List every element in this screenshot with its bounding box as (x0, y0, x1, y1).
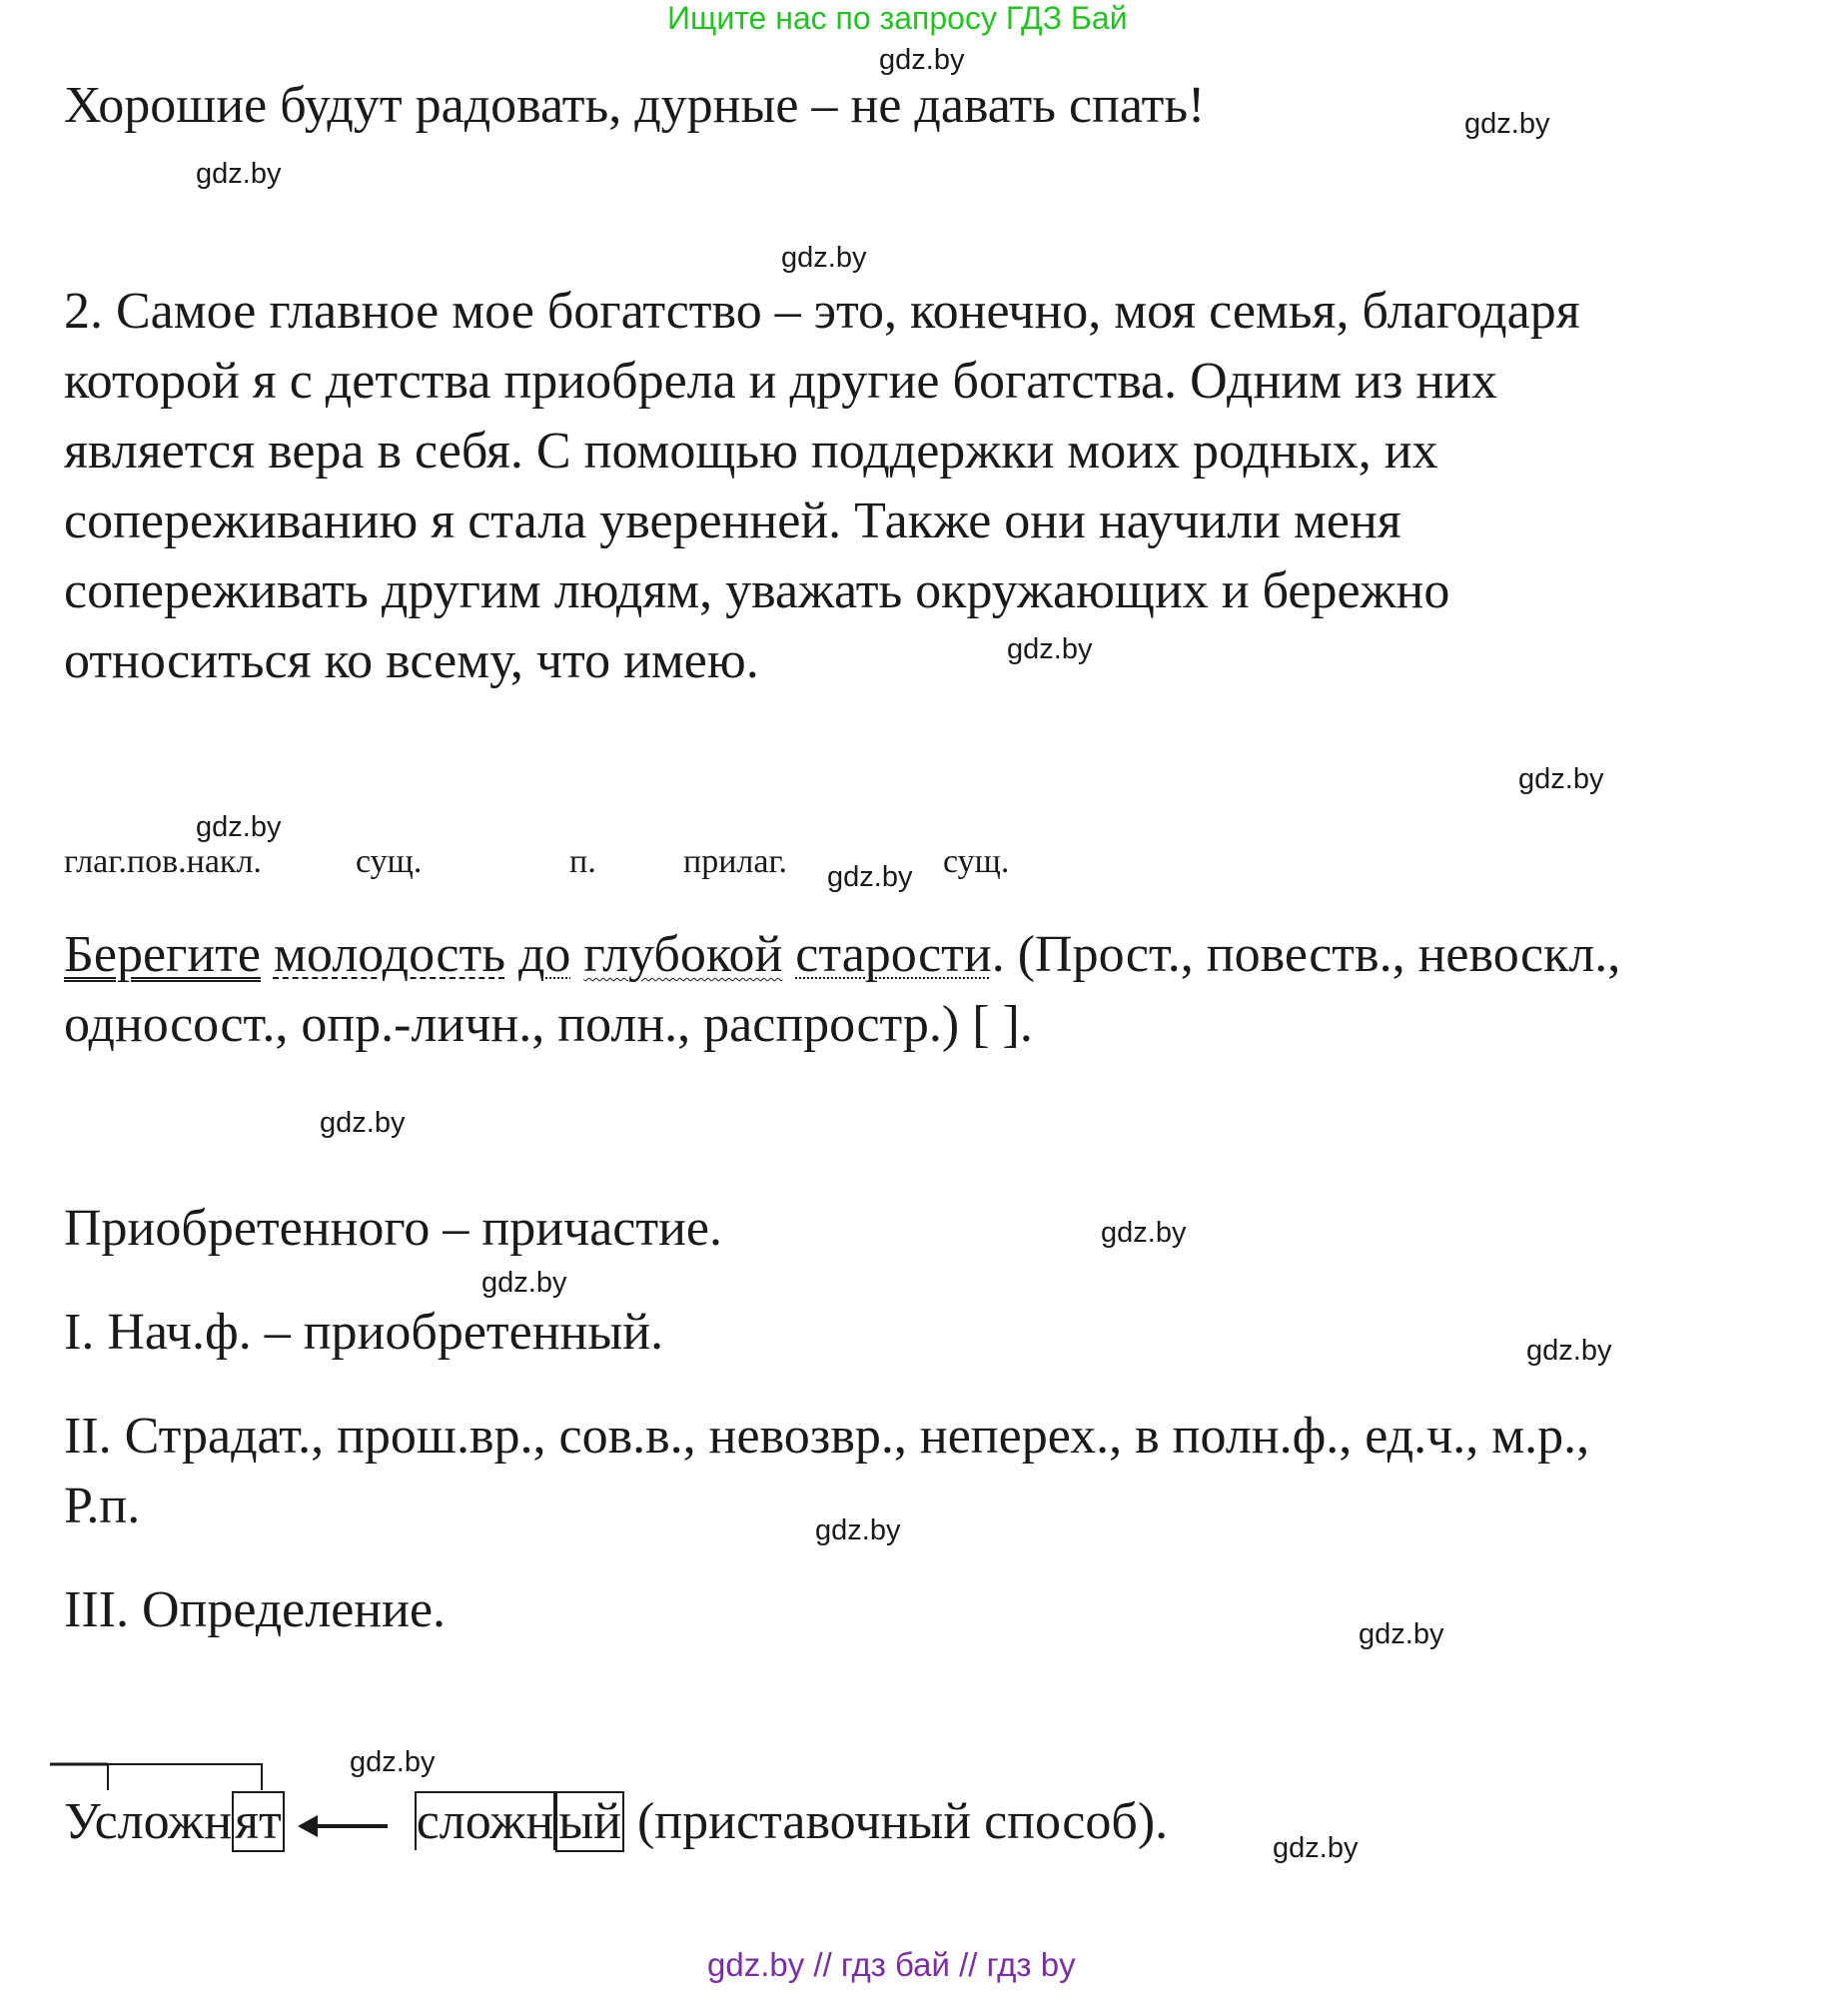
object-word: молодость (273, 926, 505, 983)
parse-label-adjective: прилаг. (683, 843, 788, 880)
top-banner: Ищите нас по запросу ГДЗ Бай (667, 0, 1128, 36)
paragraph-line: сопереживать другим людям, уважать окружающих и бережно (64, 562, 1450, 619)
word-formation-line (64, 1786, 1168, 1858)
participle-point-2-cont: Р.п. (64, 1478, 141, 1534)
adverbial-word: старости (795, 926, 992, 983)
footer-watermark: gdz.by // гдз бай // гдз by (707, 1946, 1076, 1983)
attribute-word: глубокой (583, 926, 783, 983)
watermark: gdz.by (1464, 108, 1550, 140)
parse-label-noun: сущ. (356, 843, 423, 880)
formation-method: (приставочный способ). (636, 1793, 1169, 1850)
participle-point-3: III. Определение. (64, 1581, 447, 1638)
paragraph-line: 2. Самое главное мое богатство – это, конечно, моя семья, благодаря (64, 283, 1580, 340)
paragraph-line: сопереживанию я стала уверенней. Также они научили меня (64, 493, 1401, 549)
paragraph-line: относиться ко всему, что имею. (64, 632, 759, 689)
watermark: gdz.by (879, 44, 965, 76)
preposition-word: до (517, 926, 571, 983)
parse-label-preposition: п. (569, 843, 596, 880)
source-word-ending: ый (555, 1791, 624, 1852)
sentence-characteristics: . (Прост., повеств., невоскл., (991, 926, 1621, 983)
participle-point-1: I. Нач.ф. – приобретенный. (64, 1304, 664, 1361)
watermark: gdz.by (481, 1267, 567, 1299)
watermark: gdz.by (1526, 1335, 1612, 1367)
participle-point-2: II. Страдат., прош.вр., сов.в., невозвр., неперех., в полн.ф., ед.ч., м.р., (64, 1408, 1590, 1465)
watermark: gdz.by (196, 811, 282, 843)
parse-label-verb: глаг.пов.накл. (64, 843, 262, 880)
watermark: gdz.by (781, 242, 867, 274)
derived-word-stem: Усложн (64, 1793, 233, 1850)
parsed-sentence-line1 (64, 919, 1620, 991)
watermark: gdz.by (1273, 1832, 1359, 1864)
watermark: gdz.by (1007, 633, 1093, 665)
watermark: gdz.by (827, 861, 913, 893)
watermark: gdz.by (1359, 1618, 1444, 1650)
participle-heading: Приобретенного – причастие. (64, 1200, 723, 1257)
paragraph-line: которой я с детства приобрела и другие богатства. Одним из них (64, 353, 1498, 410)
watermark: gdz.by (815, 1514, 901, 1546)
watermark: gdz.by (320, 1107, 406, 1139)
parsed-sentence-line2: односост., опр.-личн., полн., распростр.) [ ]. (64, 996, 1033, 1053)
watermark: gdz.by (1101, 1217, 1187, 1249)
source-word-stem: сложн (416, 1793, 554, 1850)
parse-label-noun: сущ. (943, 843, 1010, 880)
proverb-line: Хорошие будут радовать, дурные – не давать спать! (64, 77, 1206, 134)
watermark: gdz.by (196, 158, 282, 190)
derived-word-ending: ят (232, 1791, 285, 1852)
derivation-arrow-icon (298, 1811, 390, 1841)
watermark: gdz.by (1518, 763, 1604, 795)
predicate-word: Берегите (64, 926, 261, 983)
watermark: gdz.by (350, 1746, 436, 1778)
paragraph-line: является вера в себя. С помощью поддержки моих родных, их (64, 423, 1438, 480)
